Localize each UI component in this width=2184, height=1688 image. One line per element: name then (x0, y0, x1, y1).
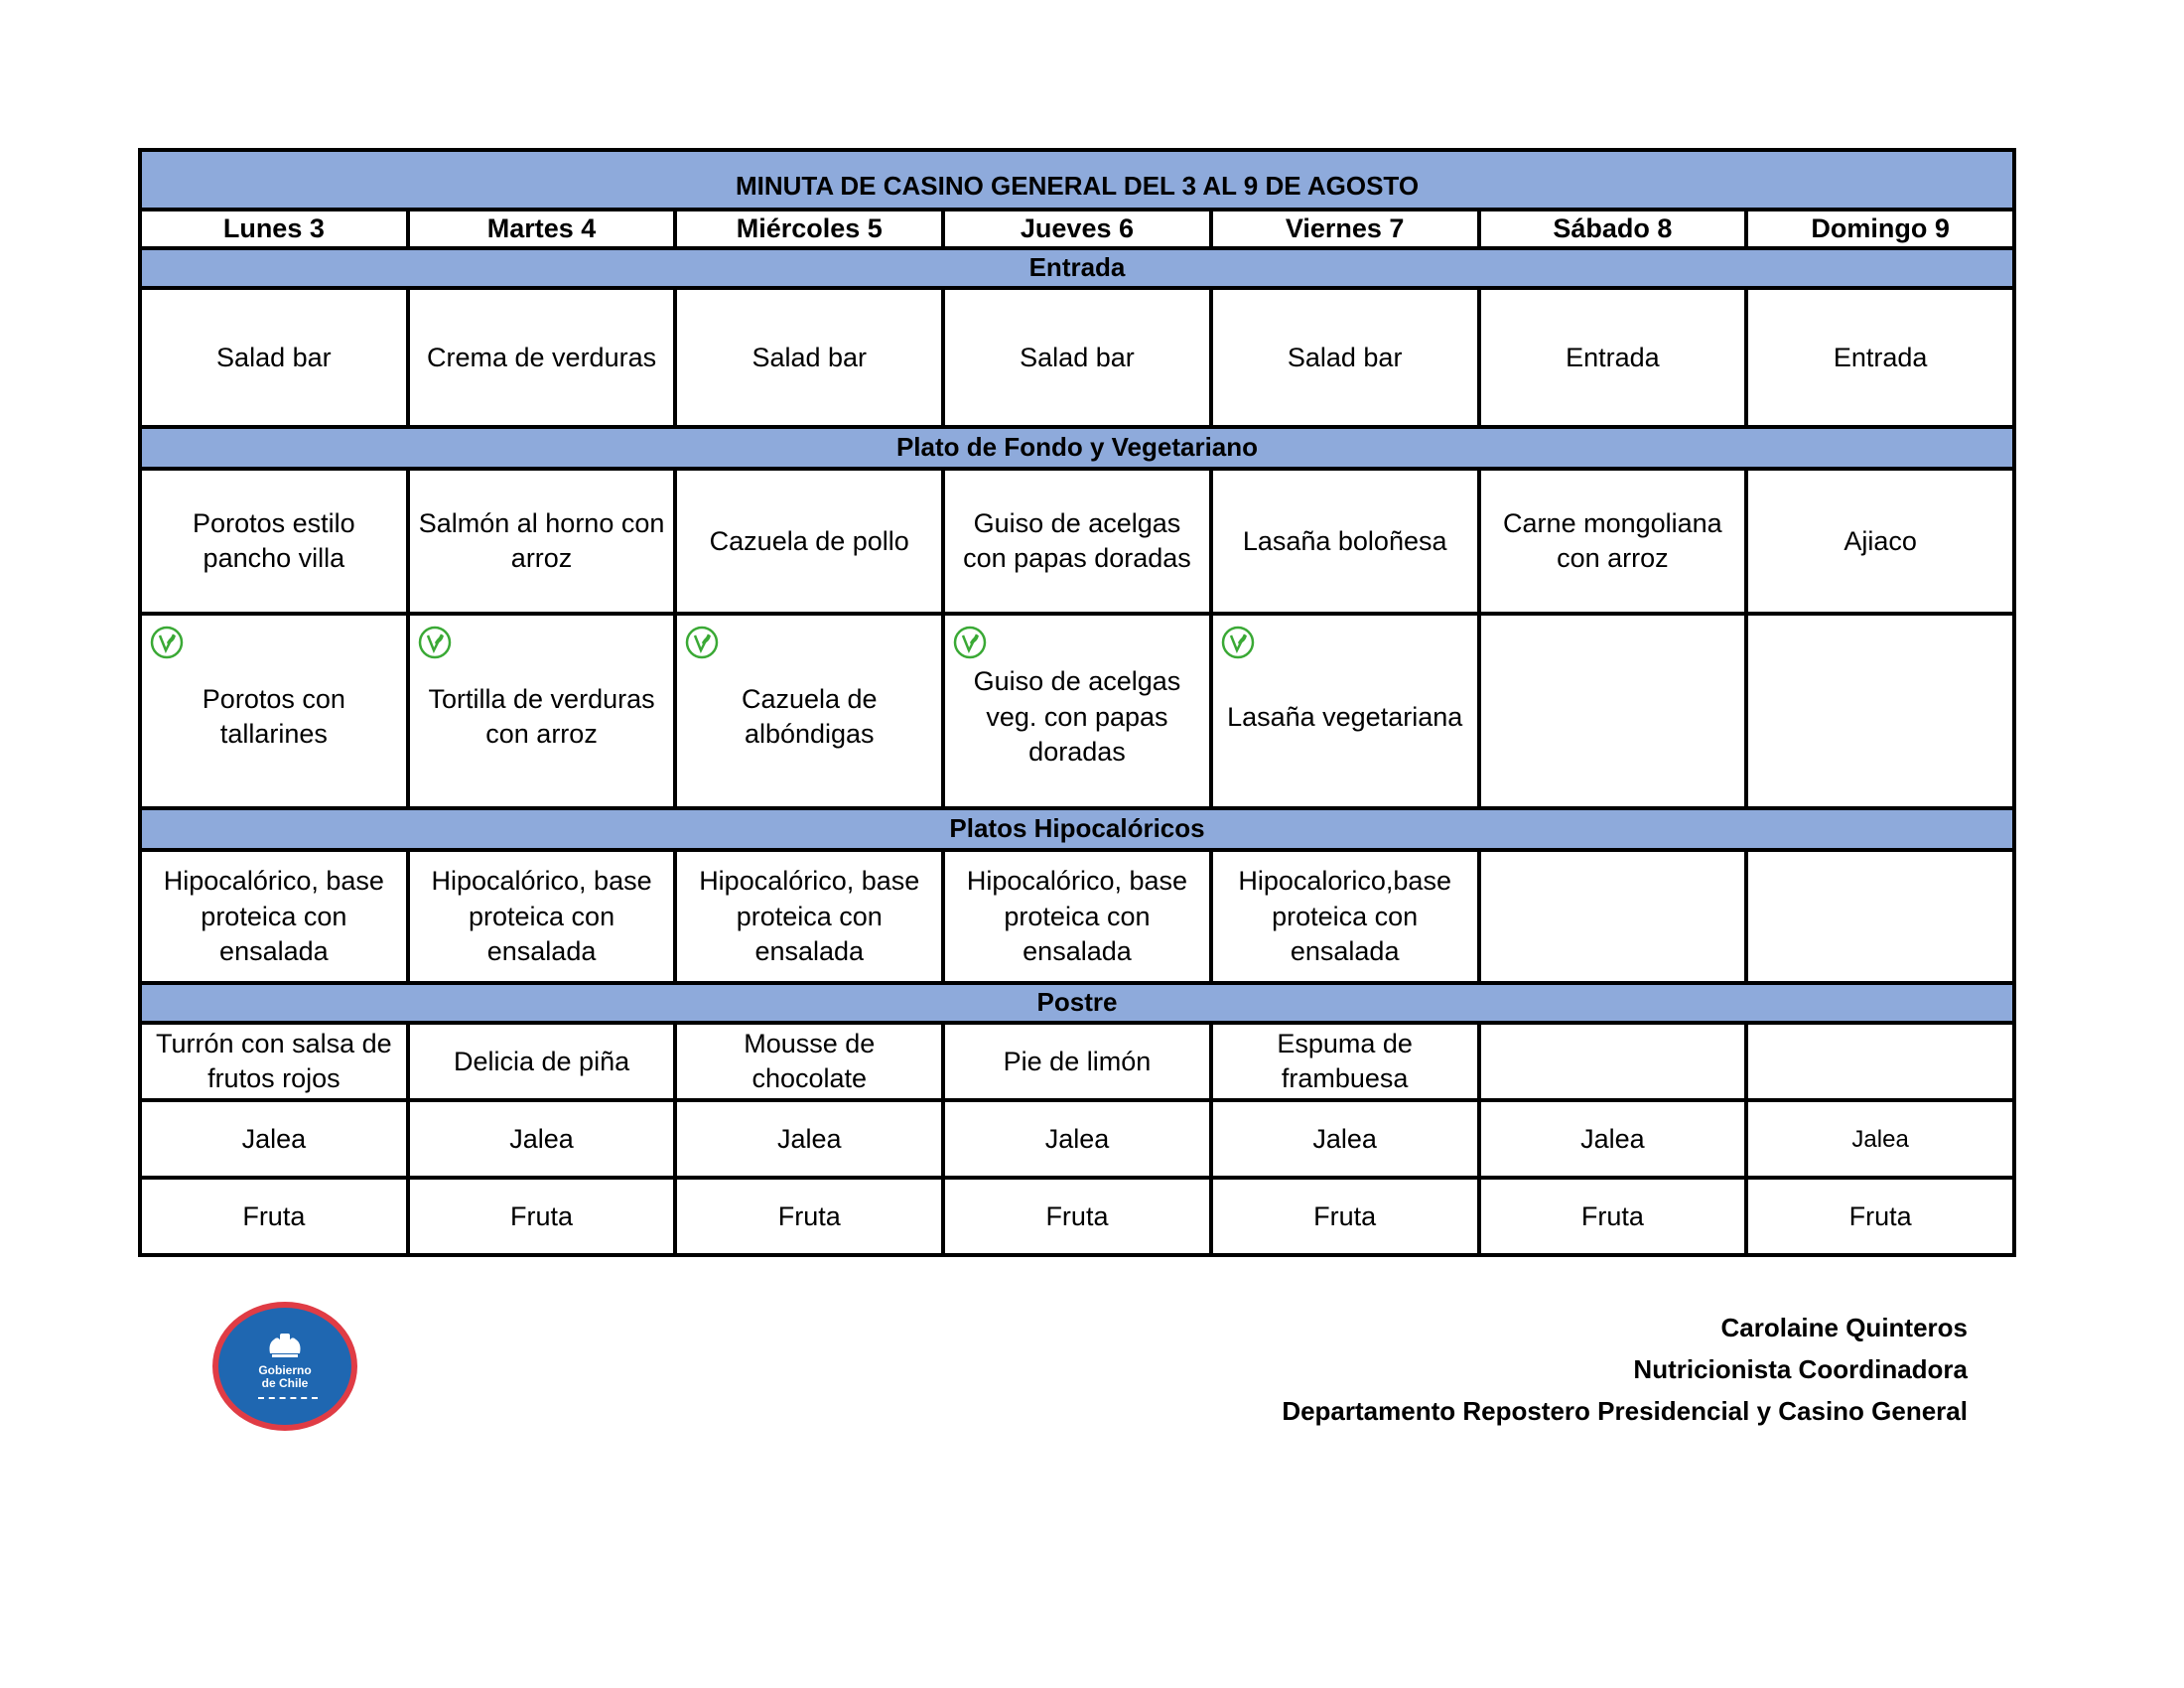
day-header: Viernes 7 (1211, 210, 1479, 248)
day-header: Sábado 8 (1479, 210, 1747, 248)
vegetarian-leaf-icon (685, 626, 719, 659)
day-header: Lunes 3 (140, 210, 408, 248)
postre-cell: Turrón con salsa de frutos rojos (140, 1023, 408, 1100)
hipocalorico-cell: Hipocalórico, base proteica con ensalada (943, 850, 1211, 983)
hipocalorico-cell: Hipocalórico, base proteica con ensalada (675, 850, 943, 983)
entrada-cell: Salad bar (943, 288, 1211, 427)
fruta-cell: Fruta (408, 1178, 676, 1255)
menu-table (138, 148, 2016, 1257)
days-row (140, 210, 2014, 248)
day-header: Jueves 6 (943, 210, 1211, 248)
jalea-cell: Jalea (1211, 1100, 1479, 1178)
fondo-cell: Lasaña boloñesa (1211, 469, 1479, 614)
hipocalorico-cell (1746, 850, 2014, 983)
jalea-cell: Jalea (943, 1100, 1211, 1178)
menu-title: MINUTA DE CASINO GENERAL DEL 3 AL 9 DE AGOSTO (140, 150, 2014, 210)
jalea-cell: Jalea (408, 1100, 676, 1178)
day-header: Miércoles 5 (675, 210, 943, 248)
fruta-cell: Fruta (675, 1178, 943, 1255)
fondo-cell: Ajiaco (1746, 469, 2014, 614)
signature-department: Departamento Repostero Presidencial y Casino General (1282, 1396, 1968, 1426)
jalea-cell: Jalea (1746, 1100, 2014, 1178)
signature-name: Carolaine Quinteros (1720, 1313, 1968, 1342)
section-row-fondo (140, 427, 2014, 469)
postre-cell (1746, 1023, 2014, 1100)
entrada-cell: Salad bar (1211, 288, 1479, 427)
signature-block (1282, 1307, 1968, 1432)
entrada-row (140, 288, 2014, 427)
entrada-cell: Salad bar (140, 288, 408, 427)
jalea-row (140, 1100, 2014, 1178)
section-header-entrada: Entrada (140, 248, 2014, 288)
fruta-cell: Fruta (140, 1178, 408, 1255)
vegetariano-row (140, 614, 2014, 808)
vegetariano-cell (675, 614, 943, 808)
vegetariano-cell (1479, 614, 1747, 808)
jalea-cell: Jalea (1479, 1100, 1747, 1178)
section-row-postre (140, 983, 2014, 1023)
vegetariano-text: Guiso de acelgas veg. con papas doradas (973, 666, 1181, 767)
vegetariano-text: Cazuela de albóndigas (741, 684, 878, 750)
section-row-hipocaloricos (140, 808, 2014, 850)
entrada-cell: Crema de verduras (408, 288, 676, 427)
postre-cell: Mousse de chocolate (675, 1023, 943, 1100)
fondo-cell: Guiso de acelgas con papas doradas (943, 469, 1211, 614)
vegetarian-leaf-icon (953, 626, 987, 659)
postre-cell: Delicia de piña (408, 1023, 676, 1100)
coat-of-arms-icon (266, 1332, 304, 1359)
fruta-row (140, 1178, 2014, 1255)
vegetariano-cell (1211, 614, 1479, 808)
fondo-cell: Carne mongoliana con arroz (1479, 469, 1747, 614)
entrada-cell: Entrada (1479, 288, 1747, 427)
signature-role: Nutricionista Coordinadora (1633, 1354, 1968, 1384)
fondo-cell: Salmón al horno con arroz (408, 469, 676, 614)
gobierno-de-chile-logo (212, 1302, 357, 1431)
fondo-cell: Cazuela de pollo (675, 469, 943, 614)
vegetariano-cell (140, 614, 408, 808)
postre-cell: Pie de limón (943, 1023, 1211, 1100)
hipocalorico-cell: Hipocalorico,base proteica con ensalada (1211, 850, 1479, 983)
postre-cell: Espuma de frambuesa (1211, 1023, 1479, 1100)
section-row-entrada (140, 248, 2014, 288)
vegetariano-cell (943, 614, 1211, 808)
logo-dashed-line (258, 1397, 318, 1399)
fruta-cell: Fruta (943, 1178, 1211, 1255)
vegetarian-leaf-icon (150, 626, 184, 659)
day-header: Domingo 9 (1746, 210, 2014, 248)
vegetariano-cell (408, 614, 676, 808)
postre-cell (1479, 1023, 1747, 1100)
vegetariano-text: Tortilla de verduras con arroz (428, 684, 655, 750)
logo-text-line1: Gobierno (258, 1363, 312, 1377)
postre-row (140, 1023, 2014, 1100)
fruta-cell: Fruta (1746, 1178, 2014, 1255)
fondo-cell: Porotos estilo pancho villa (140, 469, 408, 614)
fondo-row (140, 469, 2014, 614)
fruta-cell: Fruta (1211, 1178, 1479, 1255)
hipocaloricos-row (140, 850, 2014, 983)
logo-text-line2: de Chile (261, 1376, 309, 1390)
fruta-cell: Fruta (1479, 1178, 1747, 1255)
day-header: Martes 4 (408, 210, 676, 248)
vegetariano-text: Lasaña vegetariana (1227, 701, 1463, 732)
hipocalorico-cell: Hipocalórico, base proteica con ensalada (408, 850, 676, 983)
section-header-postre: Postre (140, 983, 2014, 1023)
vegetarian-leaf-icon (418, 626, 452, 659)
vegetarian-leaf-icon (1221, 626, 1255, 659)
section-header-hipocaloricos: Platos Hipocalóricos (140, 808, 2014, 850)
vegetariano-cell (1746, 614, 2014, 808)
jalea-cell: Jalea (140, 1100, 408, 1178)
title-row (140, 150, 2014, 210)
entrada-cell: Entrada (1746, 288, 2014, 427)
section-header-fondo: Plato de Fondo y Vegetariano (140, 427, 2014, 469)
hipocalorico-cell: Hipocalórico, base proteica con ensalada (140, 850, 408, 983)
jalea-cell: Jalea (675, 1100, 943, 1178)
hipocalorico-cell (1479, 850, 1747, 983)
vegetariano-text: Porotos con tallarines (202, 684, 345, 750)
entrada-cell: Salad bar (675, 288, 943, 427)
